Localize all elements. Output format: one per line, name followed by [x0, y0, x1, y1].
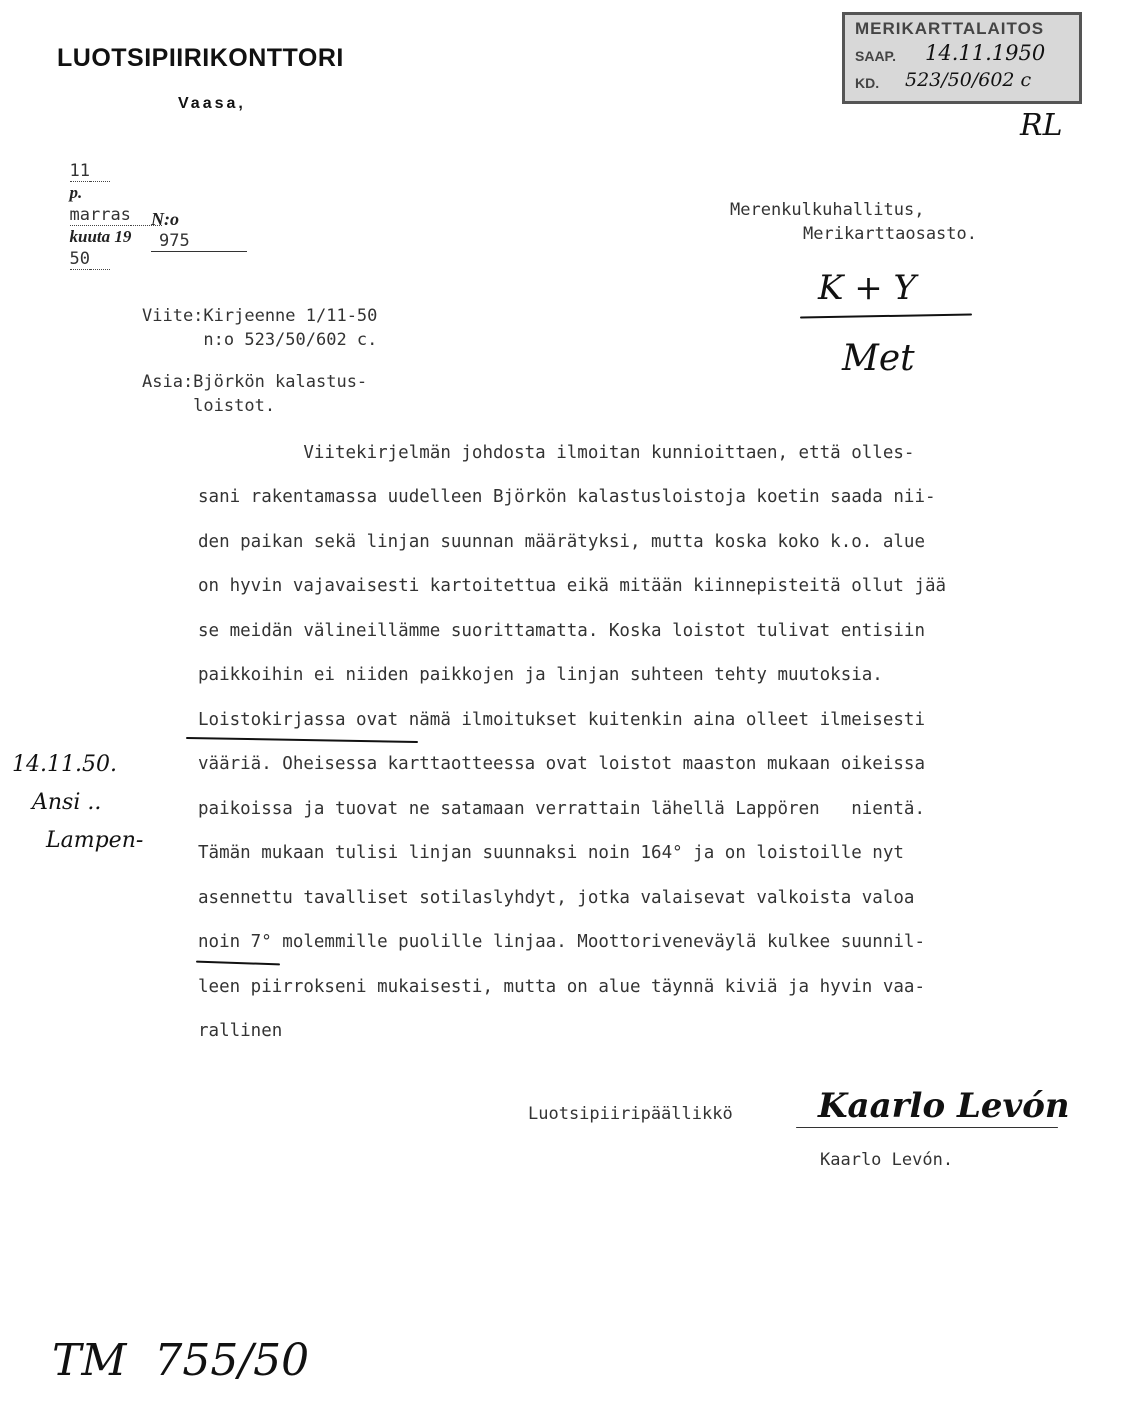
margin-note-line-2: Ansi ..	[32, 790, 102, 815]
date-month: marras	[69, 205, 131, 225]
body-line: Loistokirjassa ovat nämä ilmoitukset kuitenkin aina olleet ilmeisesti	[198, 710, 925, 730]
date-kuuta-label: kuuta 19	[69, 227, 132, 246]
addressee-line-1: Merenkulkuhallitus,	[730, 200, 925, 220]
subject-line-2: loistot.	[142, 396, 276, 416]
received-stamp	[842, 12, 1082, 104]
handwritten-routing-bottom: Met	[842, 338, 915, 379]
date-year: 50	[69, 249, 90, 269]
handwritten-initials: RL	[1020, 108, 1063, 143]
addressee-line-2: Merikarttaosasto.	[803, 224, 977, 244]
body-line: sani rakentamassa uudelleen Björkön kalastusloistoja koetin saada nii-	[198, 487, 936, 507]
stamp-saap-label: SAAP.	[855, 48, 896, 64]
date-p-label: p.	[69, 183, 83, 202]
reference-line-2: n:o 523/50/602 c.	[142, 330, 378, 350]
date-day: 11	[69, 161, 90, 181]
body-line: paikoissa ja tuovat ne satamaan verrattain lähellä Lappören nientä.	[198, 799, 925, 819]
number-label: N:o	[151, 209, 179, 229]
body-line: asennettu tavalliset sotilaslyhdyt, jotka valaisevat valkoista valoa	[198, 888, 915, 908]
stamp-title: MERIKARTTALAITOS	[855, 19, 1045, 38]
body-line: leen piirrokseni mukaisesti, mutta on alue täynnä kiviä ja hyvin vaa-	[198, 977, 925, 997]
margin-note-line-1: 14.11.50.	[12, 752, 117, 777]
stamp-kd-value: 523/50/602 c	[905, 69, 1032, 91]
body-line: vääriä. Oheisessa karttaotteessa ovat loistot maaston mukaan oikeissa	[198, 754, 925, 774]
routing-divider-line	[800, 313, 972, 318]
body-line: Viitekirjelmän johdosta ilmoitan kunnioittaen, että olles-	[198, 443, 915, 463]
body-line: rallinen	[198, 1021, 283, 1041]
reference-line-1: Viite:Kirjeenne 1/11-50	[142, 306, 378, 326]
letterhead-office: LUOTSIPIIRIKONTTORI	[57, 44, 344, 72]
subject-line-1: Asia:Björkön kalastus-	[142, 372, 368, 392]
bottom-archive-note: TM 755/50	[52, 1335, 310, 1386]
margin-note-line-3: Lampen-	[46, 828, 144, 853]
handwritten-signature: Kaarlo Levón	[818, 1086, 1070, 1126]
stamp-kd-label: KD.	[855, 75, 880, 91]
handwritten-underline-noin	[196, 961, 280, 966]
number-value: 975	[151, 231, 247, 252]
body-line: noin 7° molemmille puolille linjaa. Moottoriveneväylä kulkee suunnil-	[198, 932, 925, 952]
handwritten-routing-top: K + Y	[818, 268, 916, 308]
body-line: Tämän mukaan tulisi linjan suunnaksi noin 164° ja on loistoille nyt	[198, 843, 904, 863]
body-line: paikkoihin ei niiden paikkojen ja linjan suhteen tehty muutoksia.	[198, 665, 883, 685]
handwritten-underline-loistokirjassa	[186, 737, 418, 743]
body-line: den paikan sekä linjan suunnan määrätyksi, mutta koska koko k.o. alue	[198, 532, 925, 552]
signature-line	[796, 1127, 1058, 1128]
number-line	[142, 188, 247, 252]
signature-name: Kaarlo Levón.	[820, 1150, 954, 1170]
signature-title: Luotsipiiripäällikkö	[528, 1104, 733, 1124]
body-line: se meidän välineillämme suorittamatta. Koska loistot tulivat entisiin	[198, 621, 925, 641]
stamp-saap-value: 14.11.1950	[925, 41, 1046, 65]
body-line: on hyvin vajavaisesti kartoitettua eikä mitään kiinnepisteitä ollut jää	[198, 576, 947, 596]
letterhead-city: Vaasa,	[178, 95, 246, 112]
